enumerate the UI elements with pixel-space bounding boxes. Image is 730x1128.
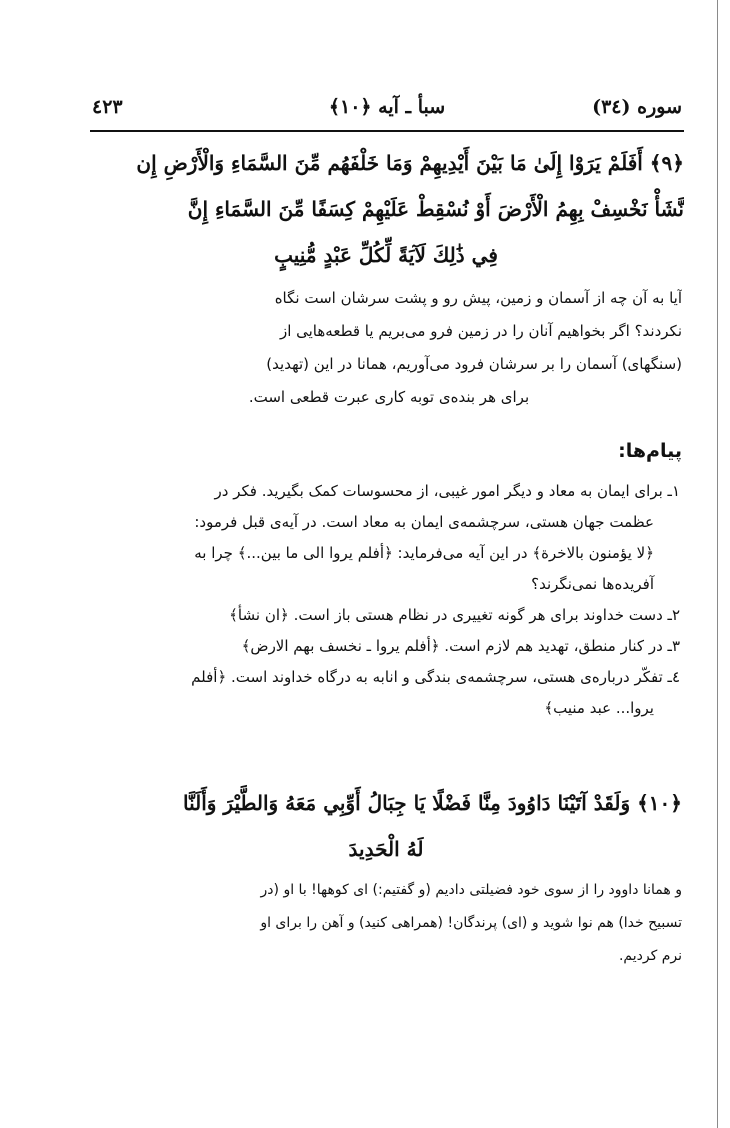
message-line: آفریده‌ها نمی‌نگرند؟: [531, 575, 654, 593]
verse-9-line: فِي ذَٰلِكَ لَآيَةً لِّكُلِّ عَبْدٍ مُّنِيبٍ: [274, 243, 498, 267]
surah-label: سوره (۳٤): [592, 96, 682, 118]
translation-line: نرم کردیم.: [618, 948, 682, 964]
page-header: [92, 92, 682, 126]
header-divider: [90, 130, 684, 132]
translation-line: برای هر بنده‌ی توبه کاری عبرت قطعی است.: [248, 388, 530, 406]
messages-list: [70, 476, 680, 724]
verse-10-translation: [100, 874, 682, 973]
message-line: ۱ـ برای ایمان به معاد و دیگر امور غیبی، از محسوسات کمک بگیرید. فکر در: [214, 482, 680, 500]
translation-line: آیا به آن چه از آسمان و زمین، پیش رو و پشت سرشان است نگاه: [274, 289, 682, 307]
verse-10-line: ﴿۱۰﴾ وَلَقَدْ آتَيْنَا دَاوُودَ مِنَّا فَضْلًا يَا جِبَالُ أَوِّبِي مَعَهُ وَالطَّيْرَ وَأَلَنَّا: [183, 791, 682, 815]
page-number: ٤۲۳: [92, 96, 123, 118]
verse-9-line: ﴿۹﴾ أَفَلَمْ يَرَوْا إِلَىٰ مَا بَيْنَ أَيْدِيهِمْ وَمَا خَلْفَهُم مِّنَ السَّمَاءِ وَالْأَرْضِ إِن: [136, 151, 684, 175]
translation-line: (سنگهای) آسمان را بر سرشان فرود می‌آوریم، همانا در این (تهدید): [266, 355, 682, 373]
verse-label: سبأ ـ آیه ﴿۱۰﴾: [328, 96, 446, 118]
translation-line: تسبیح خدا) هم نوا شوید و (ای) پرندگان! (همراهی کنید) و آهن را برای او: [260, 915, 682, 931]
page-edge-line: [717, 0, 718, 1128]
message-line: ﴿لا یؤمنون بالاخرة﴾ در این آیه می‌فرماید: ﴿أفلم یروا الی ما بین...﴾ چرا به: [194, 544, 654, 562]
messages-heading: پیام‌ها:: [618, 440, 682, 462]
verse-9-arabic: [88, 140, 684, 278]
verse-9-line: نَّشَأْ نَخْسِفْ بِهِمُ الْأَرْضَ أَوْ نُسْقِطْ عَلَيْهِمْ كِسَفًا مِّنَ السَّمَاءِ إِنَّ: [187, 197, 684, 221]
message-line: ٤ـ تفکّر درباره‌ی هستی، سرچشمه‌ی بندگی و انابه به درگاه خداوند است. ﴿أفلم: [191, 668, 680, 686]
message-line: یروا... عبد منیب﴾: [544, 699, 654, 717]
translation-line: نکردند؟ اگر بخواهیم آنان را در زمین فرو می‌بریم یا قطعه‌هایی از: [279, 322, 682, 340]
message-line: عظمت جهان هستی، سرچشمه‌ی ایمان به معاد است. در آیه‌ی قبل فرمود:: [194, 513, 654, 531]
message-line: ۲ـ دست خداوند برای هر گونه تغییری در نظام هستی باز است. ﴿ان نشأ﴾: [229, 606, 680, 624]
translation-line: و همانا داوود را از سوی خود فضیلتی دادیم (و گفتیم:) ای کوهها! با او (در: [260, 882, 682, 898]
verse-10-arabic: [90, 780, 682, 872]
verse-9-translation: [96, 282, 682, 414]
verse-10-line: لَهُ الْحَدِيدَ: [348, 837, 424, 861]
message-line: ۳ـ در کنار منطق، تهدید هم لازم است. ﴿أفلم یروا ـ نخسف بهم الارض﴾: [241, 637, 680, 655]
